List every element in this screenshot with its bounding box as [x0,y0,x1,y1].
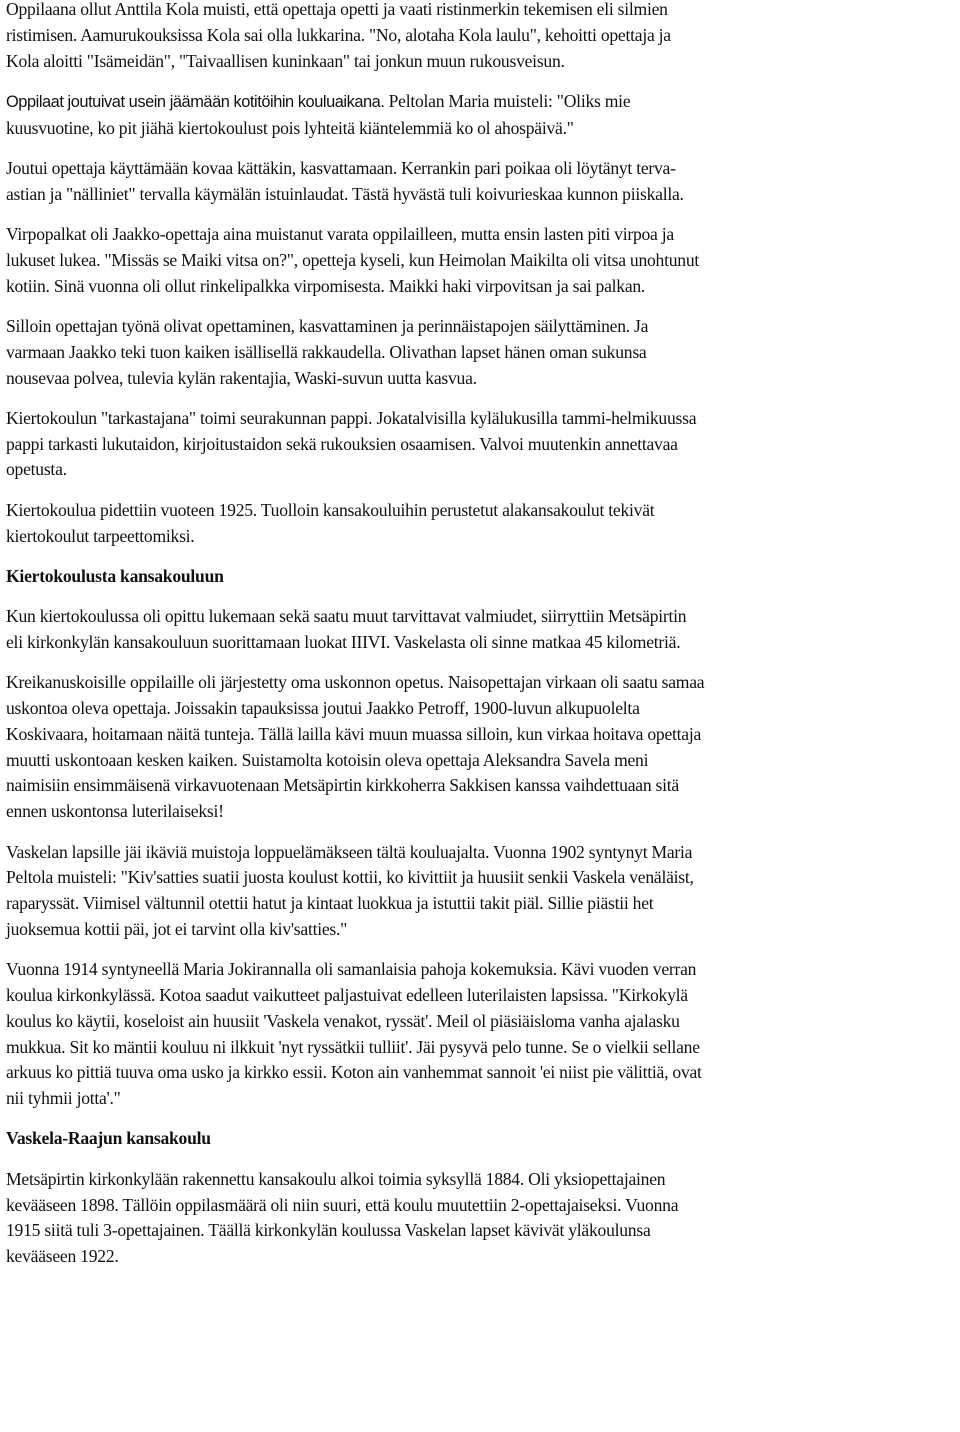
text-line: Koskivaara, hoitamaan näitä tunteja. Tällä lailla kävi muun muassa silloin, kun virkaa hoitava opettaja [6,723,702,744]
text-line: Kun kiertokoulussa oli opittu lukemaan sekä saatu muut tarvittavat valmiudet, siirryttiin Metsäpirtin [6,606,687,627]
text-line: juoksemua kottii päi, jot ei tarvint olla kiv'satties." [6,918,348,939]
text-line: kiertokoulut tarpeettomiksi. [6,525,195,546]
text-line: Metsäpirtin kirkonkylään rakennettu kansakoulu alkoi toimia syksyllä 1884. Oli yksiopettajainen [6,1168,666,1189]
text-line: kevääseen 1922. [6,1246,119,1267]
text-line: Oppilaana ollut Anttila Kola muisti, että opettaja opetti ja vaati ristinmerkin tekemisen eli silmien [6,0,668,19]
text-line: 1915 siitä tuli 3-opettajainen. Täällä kirkonkylän koulussa Vaskelan lapset kävivät yläkoulunsa [6,1220,651,1241]
text-line: Peltola muisteli: "Kiv'satties suatii juosta koulust kottii, ko kivittiit ja huusiit senkii Vaskela venäläist, [6,867,694,888]
text-line: koulus ko käytii, koseloist ain huusiit 'Vaskela venakot, ryssät'. Meil ol piäsiäisloma vanha ajalasku [6,1010,680,1031]
paragraph-kola-memory [6,0,956,74]
text-line: nousevaa polvea, tulevia kylän rakentajia, Waski-suvun uutta kasvua. [6,367,477,388]
paragraph-housework [6,89,956,142]
paragraph-teacher-work [6,314,956,391]
text-line: naimisiin ensimmäisenä virkavuotenaan Metsäpirtin kirkkoherra Sakkisen kanssa vaihdettuaan sitä [6,775,679,796]
text-line: ennen uskontonsa luterilaiseksi! [6,801,224,822]
text-rest: Peltolan Maria muisteli: "Oliks mie [384,90,631,111]
text-line: eli kirkonkylän kansakouluun suorittamaan luokat IIIVI. Vaskelasta oli sinne matkaa 45 kilometriä. [6,631,681,652]
document-page [6,0,956,1284]
paragraph-orthodox-pupils [6,670,956,825]
text-line: kuusvuotine, ko pit jiähä kiertokoulust pois lyhteitä kiäntelemmiä ko ol ahospäivä." [6,117,574,138]
paragraph-sad-memories [6,840,956,943]
text-line: ristimisen. Aamurukouksissa Kola sai olla lukkarina. "No, alotaha Kola laulu", kehoitti opettaja ja [6,24,671,45]
text-line: arkuus ko pittiä tuuva oma usko ja kirkko essii. Koton ain vanhemmat sannoit 'ei niist pie välittiä, ovat [6,1062,702,1083]
text-line: lukuset lukea. "Missäs se Maiki vitsa on?", opetteja kyseli, kun Heimolan Maikilta oli vitsa unohtunut [6,249,700,270]
text-line: Vuonna 1914 syntyneellä Maria Jokirannalla oli samanlaisia pahoja kokemuksia. Kävi vuoden verran [6,959,697,980]
text-line: kotiin. Sinä vuonna oli ollut rinkelipalkka virpomisesta. Maikki haki virpovitsan ja sai palkan. [6,275,646,296]
text-line: koulua kirkonkylässä. Kotoa saadut vaikutteet paljastuivat edelleen luterilaisten lapsissa. "Kirkokylä [6,985,688,1005]
text-line [6,89,956,116]
text-line: varmaan Jaakko teki tuon kaiken isällisellä rakkaudella. Olivathan lapset hänen oman sukunsa [6,341,647,362]
text-line: raparyssät. Viimisel vältunnil otettii hatut ja kintaat luokkua ja istuttii takit piäl. Sillie piästii het [6,893,654,914]
text-line: nii tyhmii jotta'." [6,1088,121,1109]
text-lead: Oppilaat joutuivat usein jäämään kotitöihin kouluaikana. [6,92,385,111]
paragraph-transfer [6,604,956,656]
paragraph-inspector [6,406,956,483]
text-line: kevääseen 1898. Tällöin oppilasmäärä oli niin suuri, että koulu muutettiin 2-opettajaiseksi. Vuonna [6,1194,679,1215]
text-line: uskontoa oleva opettaja. Joissakin tapauksissa joutui Jaakko Petroff, 1900-luvun alkupuolelta [6,698,640,719]
text-line: Kiertokoulun "tarkastajana" toimi seurakunnan pappi. Jokatalvisilla kylälukusilla tammi-helmikuussa [6,407,697,428]
text-line: Kiertokoulua pidettiin vuoteen 1925. Tuolloin kansakouluihin perustetut alakansakoulut tekivät [6,499,655,520]
section-heading-vaskela-raajun: Vaskela-Raajun kansakoulu [6,1128,211,1149]
text-line: Virpopalkat oli Jaakko-opettaja aina muistanut varata oppilailleen, mutta ensin lasten piti virpoa ja [6,224,674,245]
text-line: Kreikanuskoisille oppilaille oli järjestetty oma uskonnon opetus. Naisopettajan virkaan oli saatu samaa [6,672,705,693]
section-heading-kiertokoulusta: Kiertokoulusta kansakouluun [6,565,224,586]
text-line: pappi tarkasti lukutaidon, kirjoitustaidon sekä rukouksien osaamisen. Valvoi muutenkin annettavaa [6,433,678,454]
paragraph-school-history [6,1167,956,1270]
text-line: astian ja "nälliniet" tervalla käymälän istuinlaudat. Tästä hyvästä tuli koivurieskaa kunnon piiskalla. [6,183,684,204]
text-line: Vaskelan lapsille jäi ikäviä muistoja loppuelämäkseen tältä kouluajalta. Vuonna 1902 syntynyt Maria [6,841,693,862]
paragraph-until-1925 [6,498,956,550]
paragraph-jokiranta [6,957,956,1112]
text-line: Joutui opettaja käyttämään kovaa kättäkin, kasvattamaan. Kerrankin pari poikaa oli löytänyt terva- [6,157,676,178]
text-line: opetusta. [6,459,67,480]
text-line: mukkua. Sit ko mäntii kouluu ni ilkkuit 'nyt ryssätkii tulliit'. Jäi pysyvä pelo tunne. Se o vielkii sellane [6,1036,700,1057]
paragraph-virpopalkat [6,222,956,299]
text-line: Kola aloitti "Isämeidän", "Taivaallisen kuninkaan" tai jonkun muun rukousveisun. [6,50,565,71]
paragraph-discipline [6,156,956,208]
text-line: Silloin opettajan työnä olivat opettaminen, kasvattaminen ja perinnäistapojen säilyttäminen. Ja [6,315,649,336]
text-line: muutti uskontoaan kesken kaiken. Suistamolta kotoisin oleva opettaja Aleksandra Savela meni [6,749,649,770]
